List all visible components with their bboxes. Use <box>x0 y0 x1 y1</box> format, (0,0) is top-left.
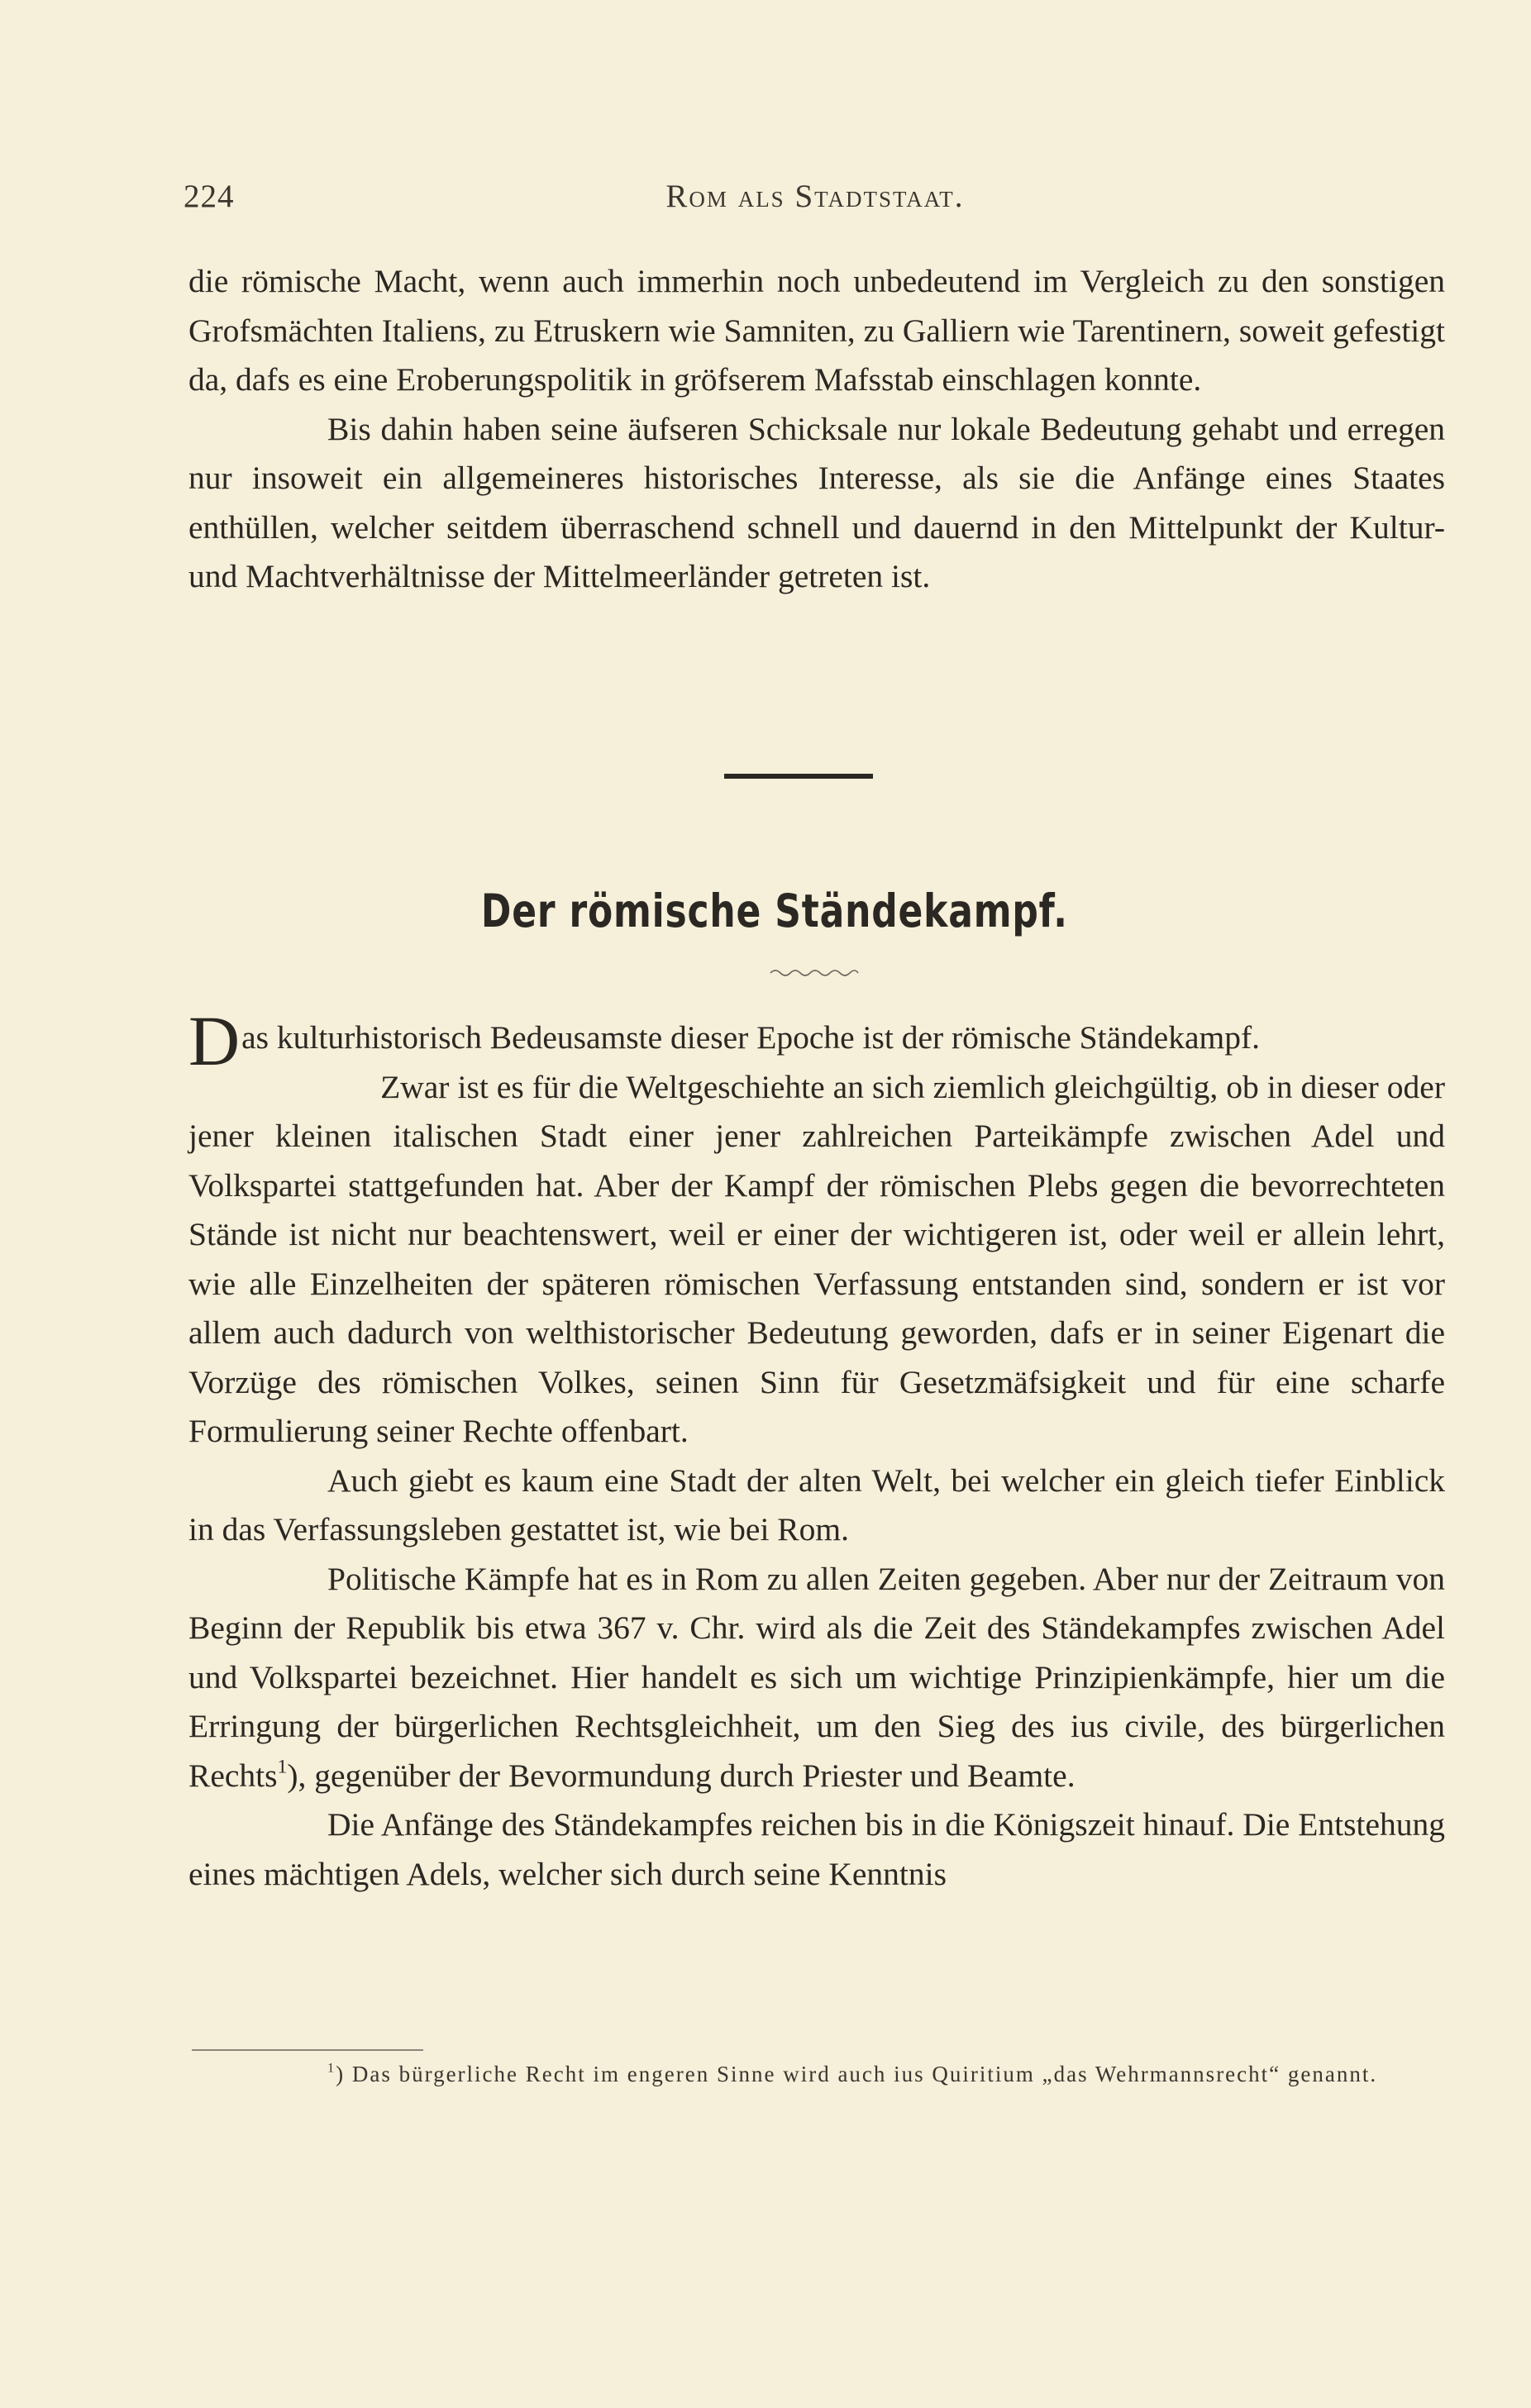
drop-cap: D <box>188 1001 241 1080</box>
intro-paragraph-2: Bis dahin haben seine äufseren Schicksale nur lokale Bedeutung gehabt und erregen nur insoweit ein allgemeineres historisches Interesse, als sie die Anfänge eines Staates enthüllen, welcher seitdem überraschend schnell und dauernd in den Mittelpunkt der Kultur- und Machtverhältnisse der Mittelmeerländer getreten ist. <box>188 410 1445 594</box>
section-title: Der römische Ständekampf. <box>480 885 1068 937</box>
page-number: 224 <box>184 179 235 214</box>
ornament-flourish <box>769 965 860 976</box>
footnote <box>188 2058 1445 2091</box>
footnote-text: ) Das bürgerliche Recht im engeren Sinne wird auch ius Quiritium „das Wehrmannsrecht“ genannt. <box>336 2062 1378 2086</box>
opening-paragraph-text: as kulturhistorisch Bedeusamste dieser Epoche ist der römische Ständekampf. <box>241 1019 1260 1056</box>
footnote-reference[interactable]: 1 <box>277 1755 288 1777</box>
page-header <box>184 178 1447 227</box>
opening-paragraph <box>188 1001 1445 1080</box>
section-separator-rule <box>724 774 873 779</box>
footnote-marker: 1 <box>327 2060 336 2076</box>
paragraph-2: Zwar ist es für die Weltgeschiehte an sich ziemlich gleichgültig, ob in dieser oder jener kleinen italischen Stadt einer jener zahlreichen Parteikämpfe zwischen Adel und Volkspartei stattgefunden hat. Aber der Kampf der römischen Plebs gegen die bevorrechteten Stände ist nicht nur beachtenswert, weil er einer der wichtigeren ist, oder weil er allein lehrt, wie alle Einzelheiten der späteren römischen Verfassung entstanden sind, sondern er ist vor allem auch dadurch von welthistorischer Bedeutung geworden, dafs er in seiner Eigenart die Vorzüge des römischen Volkes, seinen Sinn für Gesetzmäfsigkeit und für eine scharfe Formulierung seiner Rechte offenbart. <box>188 1068 1445 1449</box>
footnote-rule <box>192 2049 423 2051</box>
paragraph-5: Die Anfänge des Ständekampfes reichen bis in die Königszeit hinauf. Die Entstehung eines mächtigen Adels, welcher sich durch seine Kenntnis <box>188 1806 1445 1892</box>
paragraph-3: Auch giebt es kaum eine Stadt der alten Welt, bei welcher ein gleich tiefer Einblick in das Verfassungsleben gestattet ist, wie bei Rom. <box>188 1461 1445 1547</box>
paragraph-4 <box>188 1555 1445 1801</box>
intro-paragraph-1: die römische Macht, wenn auch immerhin noch unbedeutend im Vergleich zu den sonstigen Grofsmächten Italiens, zu Etruskern wie Samniten, zu Galliern wie Tarentinern, soweit gefestigt da, dafs es eine Eroberungspolitik in gröfserem Mafsstab einschlagen konnte. <box>188 263 1445 398</box>
intro-text <box>188 257 1445 602</box>
running-head: Rom als Stadtstaat. <box>665 179 965 214</box>
paragraph-4-text-end: ), gegenüber der Bevormundung durch Priester und Beamte. <box>287 1757 1076 1794</box>
section-body <box>188 1001 1445 1899</box>
paragraph-4-text: Politische Kämpfe hat es in Rom zu allen Zeiten gegeben. Aber nur der Zeitraum von Beginn der Republik bis etwa 367 v. Chr. wird als die Zeit des Ständekampfes zwischen Adel und Volkspartei bezeichnet. Hier handelt es sich um wichtige Prinzipienkämpfe, hier um die Erringung der bürgerlichen Rechtsgleichheit, um den Sieg des ius civile, des bürgerlichen Rechts <box>188 1560 1445 1794</box>
